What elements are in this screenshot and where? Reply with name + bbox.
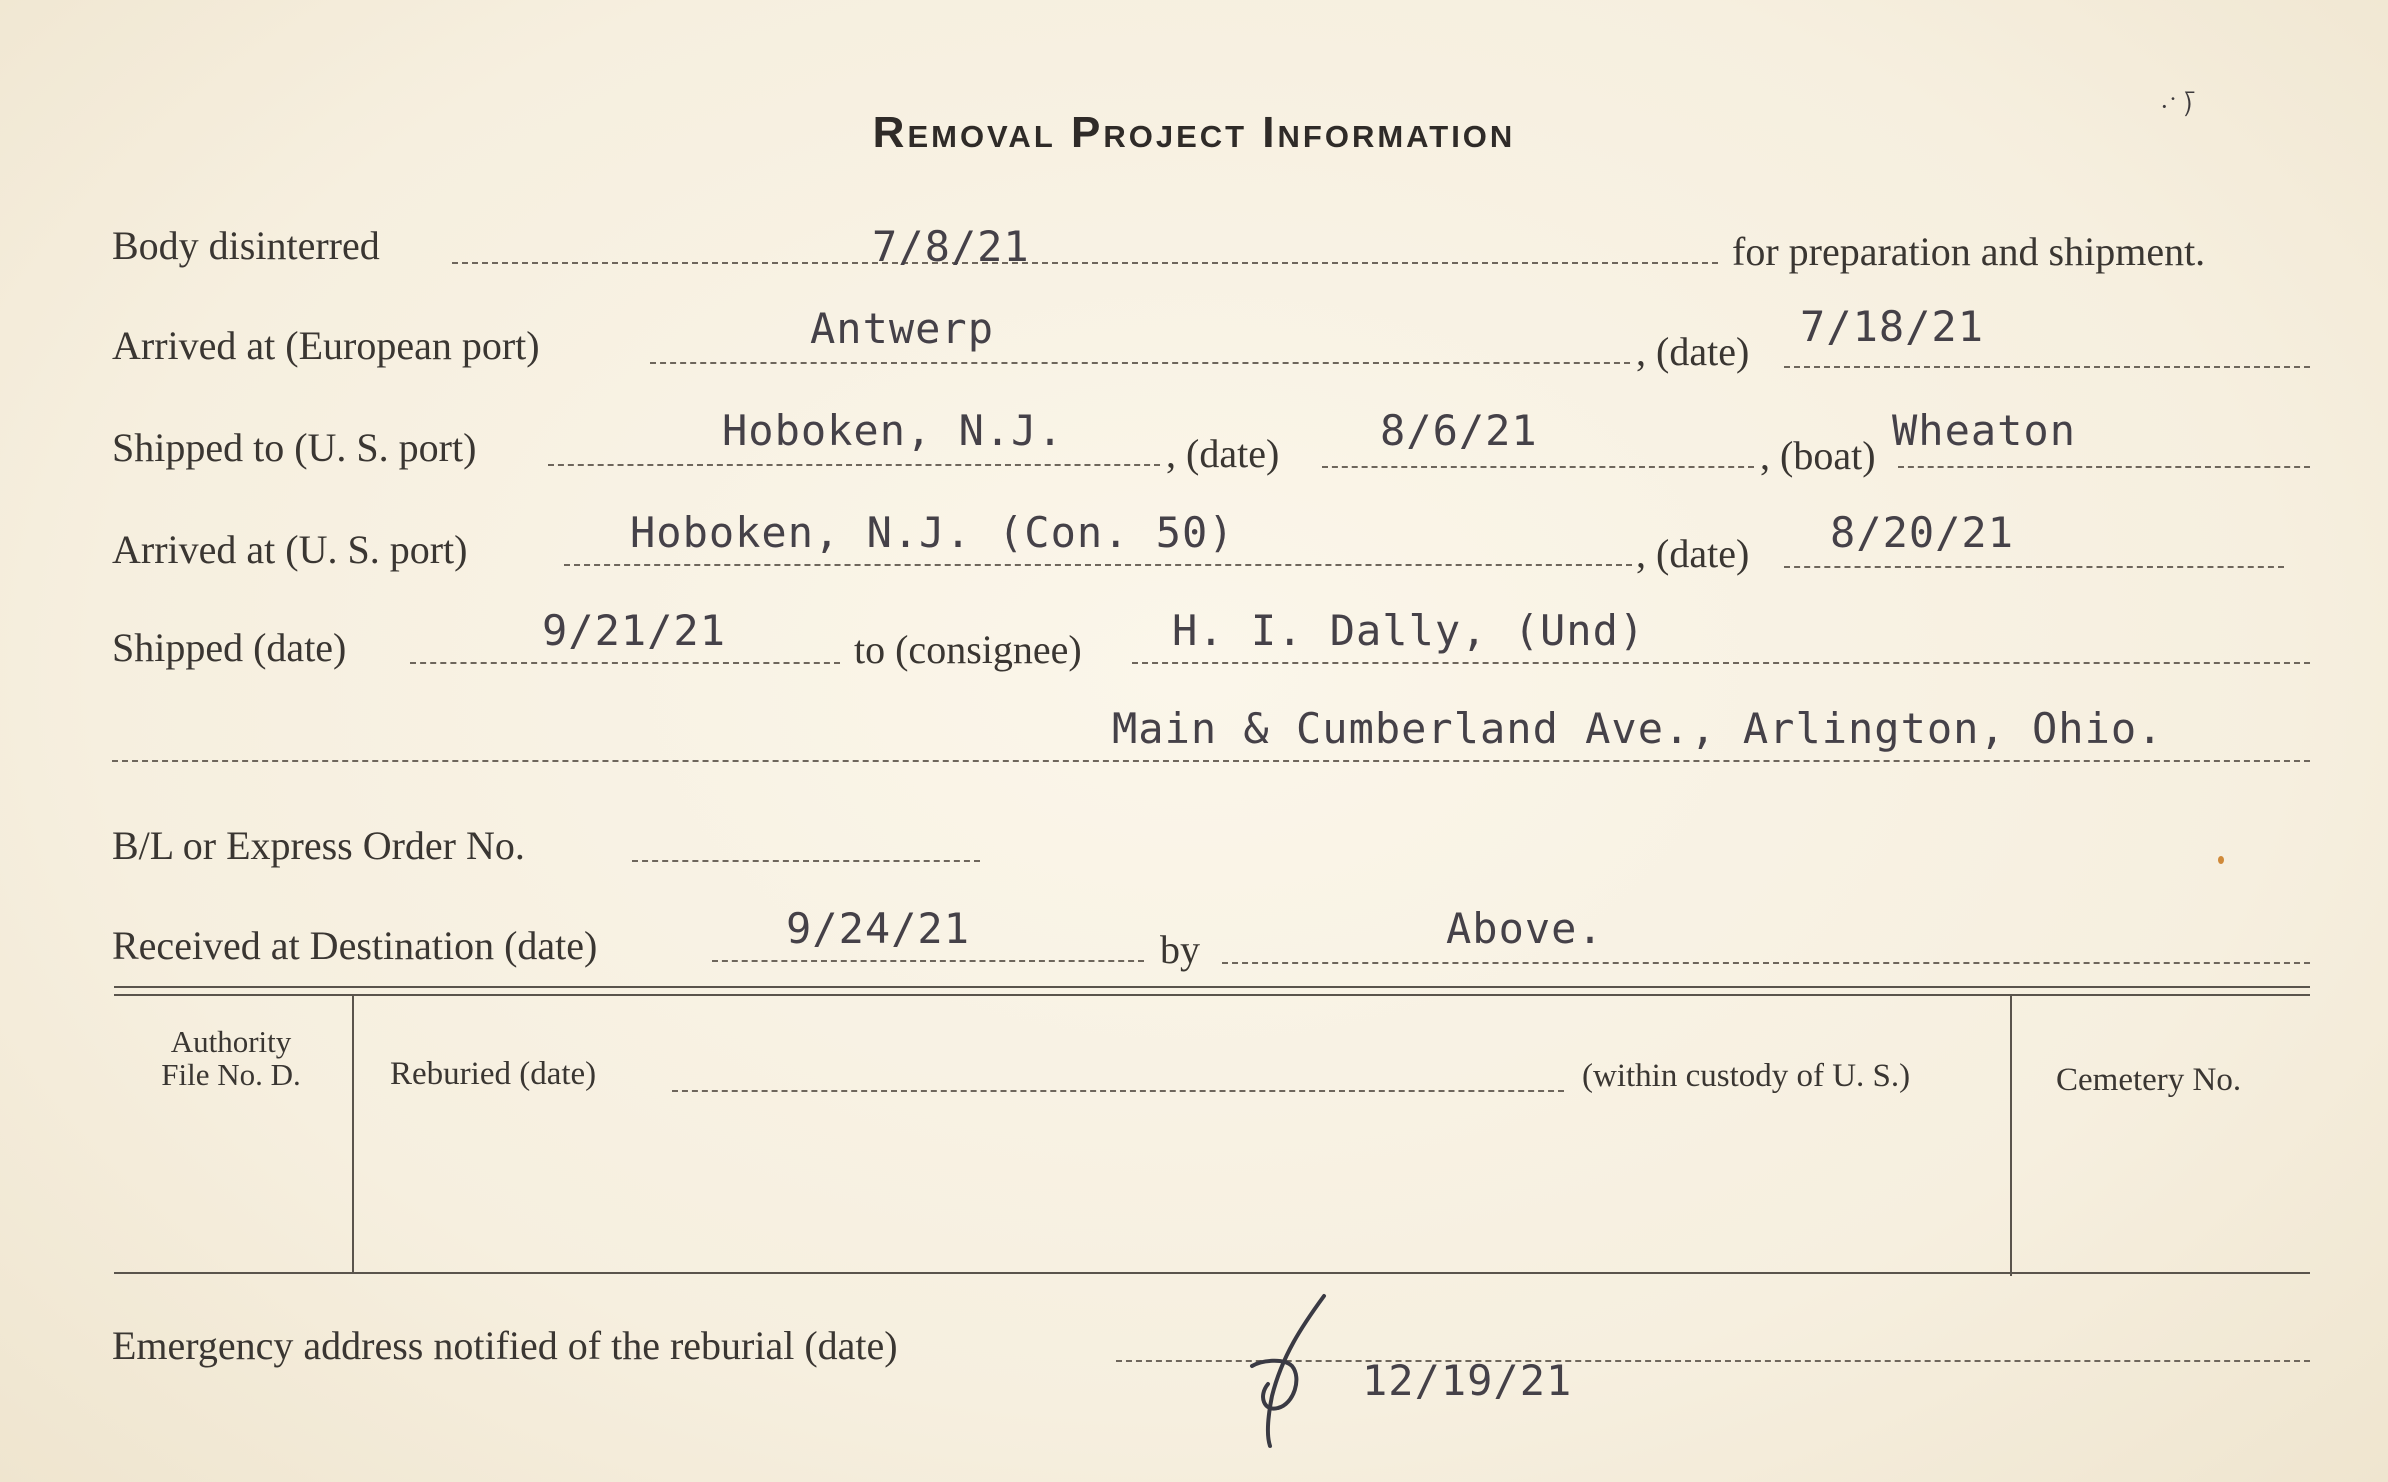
- value-us-port-shipped: Hoboken, N.J.: [722, 406, 1064, 455]
- value-received-date: 9/24/21: [786, 904, 971, 953]
- fill-line-european-date: [1784, 366, 2310, 368]
- label-cemetery-no: Cemetery No.: [2056, 1062, 2242, 1098]
- value-european-date: 7/18/21: [1800, 302, 1985, 351]
- label-us-ship-date: , (date): [1166, 431, 1280, 476]
- label-within-custody: (within custody of U. S.): [1582, 1058, 1911, 1094]
- label-received-dest: Received at Destination (date): [112, 923, 598, 968]
- label-shipped-date: Shipped (date): [112, 625, 347, 670]
- fill-line-reburied: [672, 1090, 1564, 1092]
- box-divider-right: [2010, 996, 2012, 1276]
- value-european-port: Antwerp: [810, 304, 995, 353]
- fill-line-disinterred: [452, 262, 1718, 264]
- label-shipped-us: Shipped to (U. S. port): [112, 425, 477, 470]
- box-bottom-rule: [114, 1272, 2310, 1274]
- fill-line-us-port-arrived: [564, 564, 1632, 566]
- fill-line-us-ship-date: [1322, 466, 1754, 468]
- value-received-by: Above.: [1446, 904, 1604, 953]
- fill-line-european-port: [650, 362, 1630, 364]
- value-shipped-date: 9/21/21: [542, 606, 727, 655]
- fill-line-shipped-date: [410, 662, 840, 664]
- label-body-disinterred: Body disinterred: [112, 223, 380, 268]
- fill-line-us-port-shipped: [548, 464, 1160, 466]
- stray-mark-icon: ·˙ ⟌: [2160, 92, 2195, 121]
- label-boat: , (boat): [1760, 433, 1876, 478]
- box-divider-left: [352, 996, 354, 1272]
- label-emergency: Emergency address notified of the reburial (date): [112, 1323, 898, 1368]
- value-emergency-date: 12/19/21: [1362, 1356, 1573, 1405]
- value-boat-name: Wheaton: [1892, 406, 2077, 455]
- fill-line-us-arrive-date: [1784, 566, 2284, 568]
- label-arrived-us: Arrived at (U. S. port): [112, 527, 468, 572]
- label-authority-file: Authority File No. D.: [161, 1024, 301, 1092]
- label-to-consignee: to (consignee): [854, 627, 1082, 672]
- value-us-port-arrived: Hoboken, N.J. (Con. 50): [630, 508, 1235, 557]
- stain-dot-icon: [2218, 856, 2224, 864]
- fill-line-bl-order: [632, 860, 980, 862]
- value-us-ship-date: 8/6/21: [1380, 406, 1538, 455]
- fill-line-address: [112, 760, 2310, 762]
- fill-line-boat: [1898, 466, 2310, 468]
- label-arrived-european: Arrived at (European port): [112, 323, 540, 368]
- fill-line-received-date: [712, 960, 1144, 962]
- label-by: by: [1160, 927, 1200, 972]
- value-us-arrive-date: 8/20/21: [1830, 508, 2015, 557]
- label-reburied: Reburied (date): [390, 1056, 597, 1092]
- value-disinterred-date: 7/8/21: [872, 222, 1030, 271]
- value-consignee: H. I. Dally, (Und): [1172, 606, 1646, 655]
- card-title: Removal Project Information: [872, 108, 1516, 157]
- label-for-preparation: for preparation and shipment.: [1732, 229, 2206, 274]
- value-consignee-address: Main & Cumberland Ave., Arlington, Ohio.: [1112, 704, 2164, 753]
- label-european-date: , (date): [1636, 329, 1750, 374]
- label-us-arrive-date: , (date): [1636, 531, 1750, 576]
- handwritten-mark-icon: [1232, 1286, 1352, 1456]
- fill-line-consignee: [1132, 662, 2310, 664]
- label-bl-order: B/L or Express Order No.: [112, 823, 525, 868]
- fill-line-received-by: [1222, 962, 2310, 964]
- box-top-rule-1: [114, 986, 2310, 988]
- box-top-rule-2: [114, 994, 2310, 996]
